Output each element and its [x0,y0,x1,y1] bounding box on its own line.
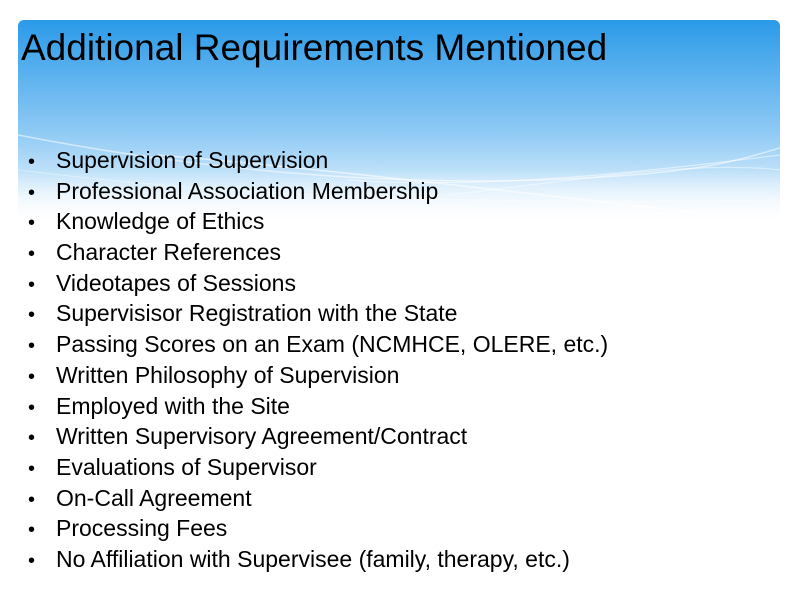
list-item-text: No Affiliation with Supervisee (family, therapy, etc.) [56,545,570,572]
bullet-icon: • [28,488,36,511]
list-item [28,544,608,575]
list-item-text: Professional Association Membership [56,177,439,204]
bullet-icon: • [28,243,36,266]
bullet-icon: • [28,549,36,572]
list-item-text: Videotapes of Sessions [56,269,296,296]
bullet-icon: • [28,212,36,235]
list-item-text: On-Call Agreement [56,484,252,511]
list-item [28,237,608,268]
list-item [28,421,608,452]
list-item [28,513,608,544]
bullet-icon: • [28,427,36,450]
list-item-text: Supervision of Supervision [56,147,329,173]
list-item-text: Passing Scores on an Exam (NCMHCE, OLERE, etc.) [56,331,609,358]
list-item [28,206,608,237]
list-item-text: Evaluations of Supervisor [56,453,317,480]
list-item [28,298,608,329]
list-item-text: Processing Fees [56,515,228,542]
list-item [28,360,608,391]
list-item-text: Supervisisor Registration with the State [56,300,458,327]
slide-title: Additional Requirements Mentioned [21,27,608,68]
list-item-text: Written Supervisory Agreement/Contract [56,423,468,450]
bullet-icon: • [28,273,36,296]
bullet-icon: • [28,335,36,358]
bullet-icon: • [28,457,36,480]
list-item [28,483,608,514]
bullet-icon: • [28,181,36,204]
bullet-icon: • [28,304,36,327]
bullet-icon: • [28,365,36,388]
list-item-text: Character References [56,239,281,266]
requirements-list [28,145,608,575]
bullet-icon: • [28,396,36,419]
bullet-icon: • [28,151,36,173]
list-item-text: Knowledge of Ethics [56,208,265,235]
list-item-text: Written Philosophy of Supervision [56,361,400,388]
list-item [28,329,608,360]
list-item-text: Employed with the Site [56,392,290,419]
list-item [28,268,608,299]
bullet-icon: • [28,519,36,542]
list-item [28,145,608,176]
list-item [28,391,608,422]
list-item [28,176,608,207]
list-item [28,452,608,483]
